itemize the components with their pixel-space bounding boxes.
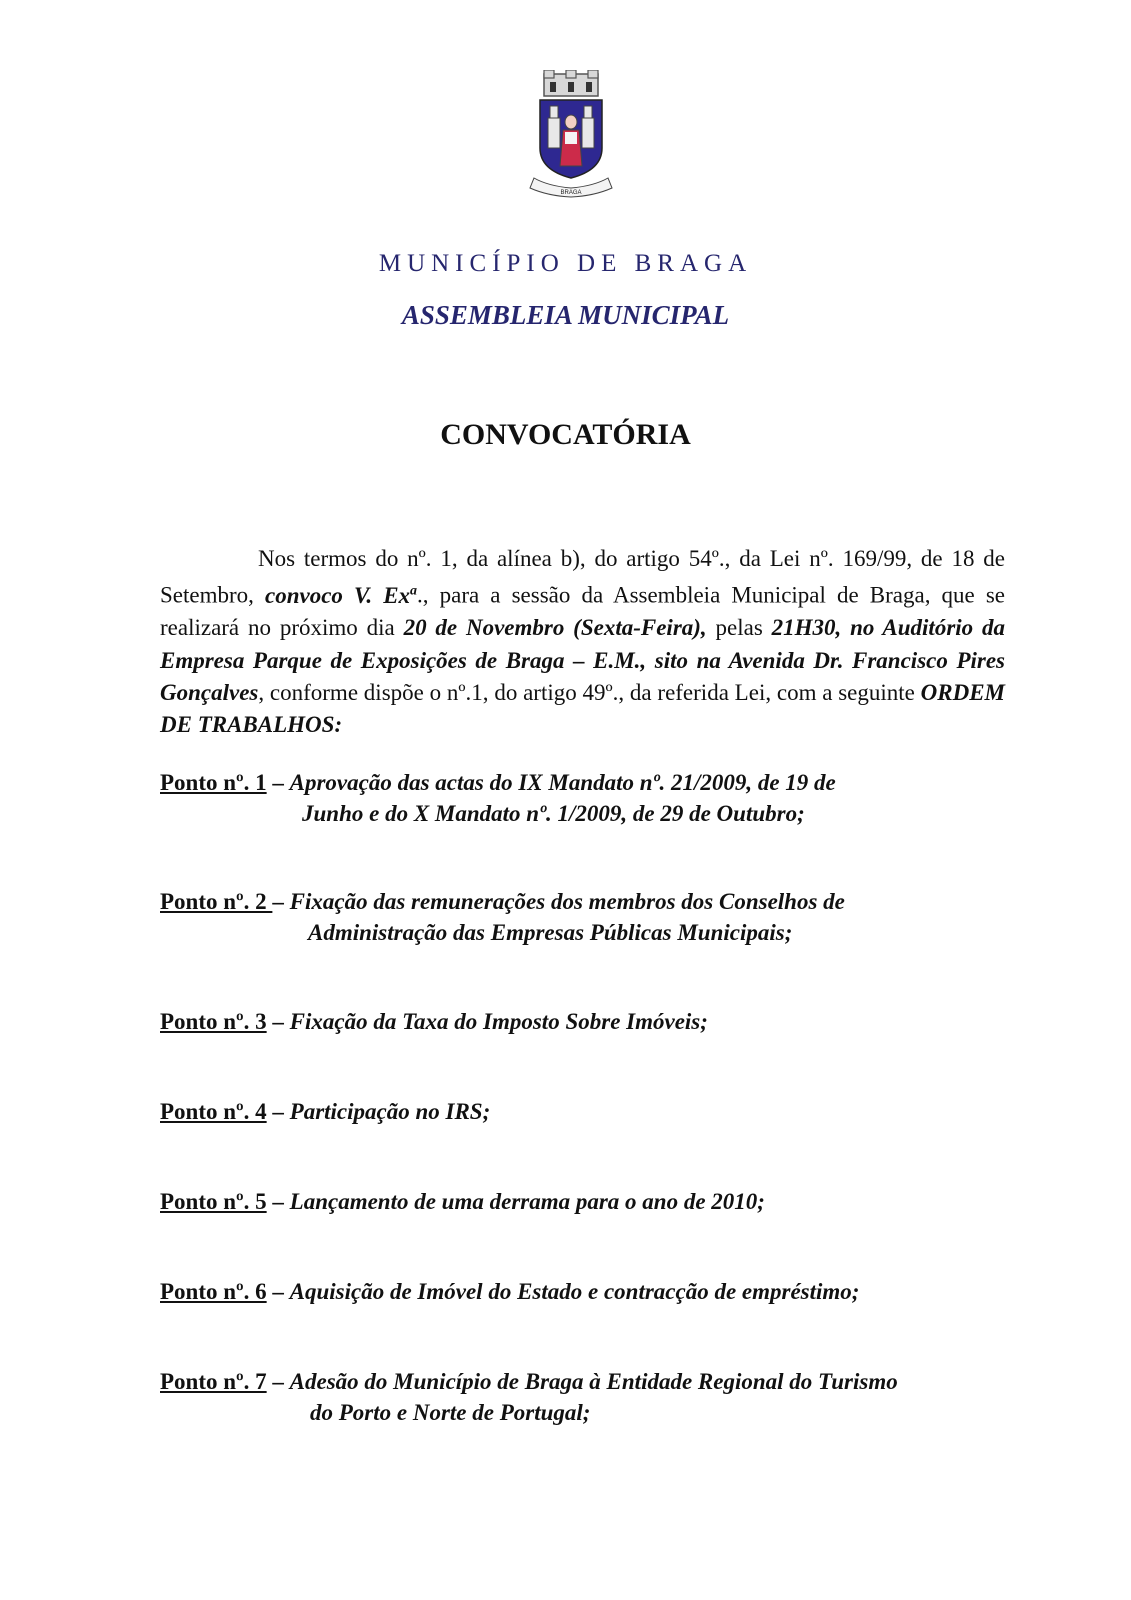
agenda-item-label: Ponto nº. 5	[160, 1189, 267, 1214]
intro-text-7: , conforme dispõe o nº.1, do artigo 49º., da referida Lei, com a seguinte	[258, 679, 921, 705]
agenda-item-text: Participação no IRS;	[289, 1099, 491, 1124]
intro-venue: 21H30, no Auditório da Empresa Parque de Exposições de Braga – E.M., sito na Avenida Dr. Francisco Pires Gonçalves	[160, 615, 1005, 705]
intro-ordem: ORDEM DE TRABALHOS:	[160, 679, 1005, 738]
braga-coat-of-arms-icon	[528, 70, 614, 198]
agenda-item-label: Ponto nº. 4	[160, 1099, 267, 1124]
agenda-item-text: Aquisição de Imóvel do Estado e contracção de empréstimo;	[289, 1279, 860, 1304]
intro-text-1: Nos termos do nº. 1, da alínea b), do artigo 54º., da Lei nº. 169/99, de 18 de Setembro,	[160, 546, 1005, 608]
agenda-item: Ponto nº. 7 – Adesão do Município de Braga à Entidade Regional do Turismo do Porto e Norte de Portugal;	[160, 1366, 1040, 1428]
agenda-item-text-cont: do Porto e Norte de Portugal;	[310, 1400, 591, 1425]
agenda-item-label: Ponto nº. 2	[160, 889, 273, 914]
agenda-item-text: Fixação da Taxa do Imposto Sobre Imóveis;	[289, 1009, 708, 1034]
page-title: CONVOCATÓRIA	[440, 418, 691, 451]
agenda-item-label: Ponto nº. 1	[160, 770, 267, 795]
intro-convoco: convoco V. Ex$^a$	[264, 582, 418, 608]
agenda-item: Ponto nº. 4 – Participação no IRS;	[160, 1099, 491, 1124]
intro-paragraph	[160, 543, 1005, 741]
municipality-heading: MUNICÍPIO DE BRAGA	[378, 250, 753, 277]
agenda-item-text: Fixação das remunerações dos membros dos Conselhos de	[289, 889, 845, 914]
agenda-item-text: Adesão do Município de Braga à Entidade Regional do Turismo	[289, 1369, 898, 1394]
crest-ribbon-label: BRAGA	[560, 190, 582, 196]
agenda-item-text: Aprovação das actas do IX Mandato nº. 21/2009, de 19 de	[289, 770, 836, 795]
assembly-heading: ASSEMBLEIA MUNICIPAL	[401, 300, 730, 330]
agenda-item: Ponto nº. 2 – Fixação das remunerações dos membros dos Conselhos de Administração das Empresas Públicas Municipais;	[160, 886, 1040, 948]
agenda-item-text-cont: Junho e do X Mandato nº. 1/2009, de 29 de Outubro;	[302, 801, 805, 826]
agenda-item-label: Ponto nº. 7	[160, 1369, 267, 1394]
intro-date: 20 de Novembro (Sexta-Feira),	[403, 615, 707, 641]
intro-text-3: ., para a sessão da Assembleia Municipal de Braga, que se realizará no próximo dia	[160, 582, 1005, 641]
agenda-item-label: Ponto nº. 6	[160, 1279, 267, 1304]
agenda-item: Ponto nº. 1 – Aprovação das actas do IX Mandato nº. 21/2009, de 19 de Junho e do X Mandato nº. 1/2009, de 29 de Outubro;	[160, 767, 1040, 829]
agenda-item-text: Lançamento de uma derrama para o ano de 2010;	[289, 1189, 765, 1214]
agenda-item-label: Ponto nº. 3	[160, 1009, 267, 1034]
agenda-item: Ponto nº. 6 – Aquisição de Imóvel do Estado e contracção de empréstimo;	[160, 1279, 860, 1304]
intro-text-5: pelas	[706, 615, 772, 641]
agenda-item: Ponto nº. 3 – Fixação da Taxa do Imposto Sobre Imóveis;	[160, 1009, 708, 1034]
agenda-item: Ponto nº. 5 – Lançamento de uma derrama para o ano de 2010;	[160, 1189, 765, 1214]
agenda-item-text-cont: Administração das Empresas Públicas Municipais;	[308, 920, 793, 945]
